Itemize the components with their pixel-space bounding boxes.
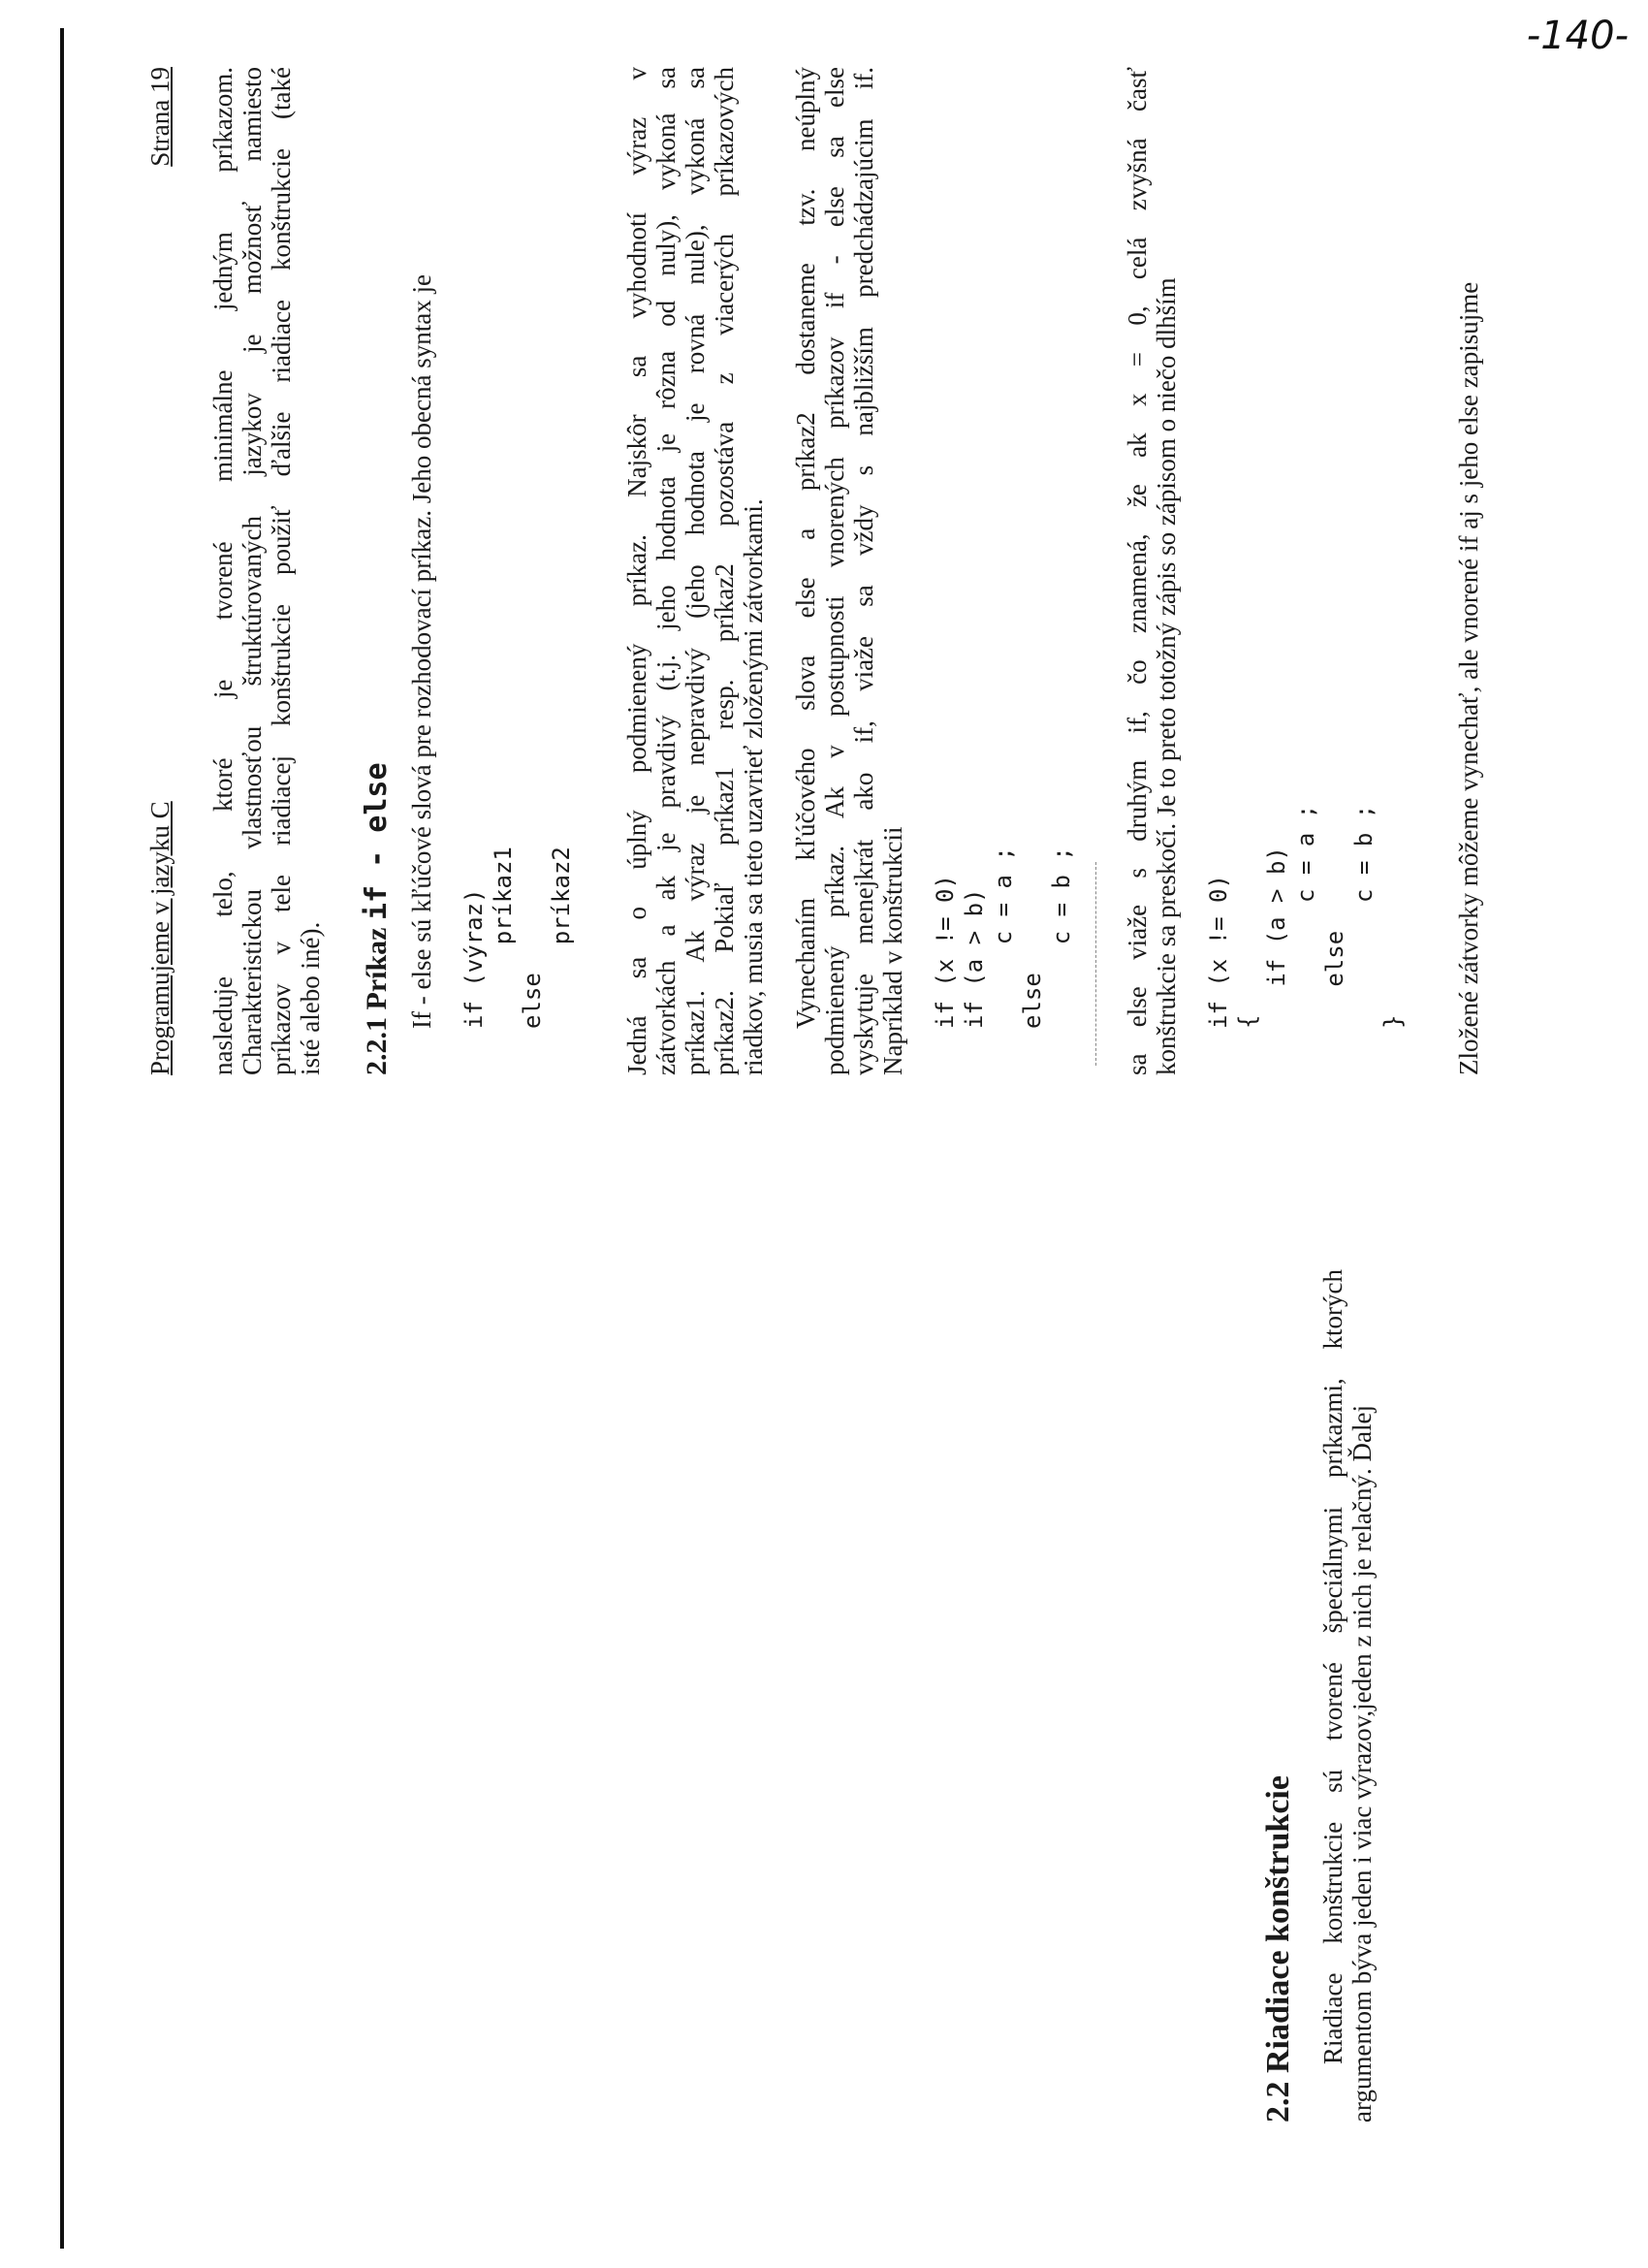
paragraph-line: isté alebo iné). bbox=[296, 921, 325, 1075]
header-title: Programujeme v jazyku C bbox=[145, 801, 174, 1075]
code-line: { bbox=[1234, 1014, 1261, 1029]
section-heading-if-else bbox=[360, 67, 394, 1075]
paragraph-line: Charakteristickou vlastnosťou štruktúrovaných jazykov je možnosť namiesto bbox=[238, 67, 267, 1075]
code-example-1 bbox=[931, 67, 1076, 1029]
paragraph-line: Napríklad v konštrukcii bbox=[878, 826, 907, 1075]
section-heading-prefix: 2.2.1 Príkaz bbox=[361, 927, 393, 1075]
paragraph-line: príkaz2. Pokiaľ príkaz1 resp. príkaz2 pozostáva z viacerých príkazových bbox=[710, 67, 739, 1075]
paragraph-line: Vynechaním kľúčového slova else a príkaz2 dostaneme tzv. neúplný bbox=[791, 67, 820, 1029]
code-line: if (a > b) bbox=[961, 888, 988, 1029]
paragraph-incomplete-conditional bbox=[791, 67, 907, 1075]
section-heading-control-structures: 2.2 Riadiace konštrukcie bbox=[1260, 1775, 1296, 2123]
paragraph-line: zátvorkách a ak je pravdivý (t.j. jeho hodnota je rôzna od nuly), vykoná sa bbox=[651, 67, 681, 1075]
code-line: } bbox=[1379, 1014, 1407, 1029]
code-line: else bbox=[1019, 973, 1046, 1029]
code-line: if (výraz) bbox=[460, 888, 488, 1029]
paragraph-else-binding bbox=[1123, 67, 1181, 1075]
paragraph-line: vyskytuje menejkrát ako if, viaže sa vždy s najbližším predchádzajúcim if. bbox=[849, 67, 878, 1075]
header-page-number: Strana 19 bbox=[145, 67, 174, 167]
paragraph-complete-conditional bbox=[622, 67, 768, 1075]
code-example-2 bbox=[1204, 67, 1408, 1029]
paragraph-line: konštrukcie sa preskočí. Je to preto totožný zápis so zápisom o niečo dlhším bbox=[1152, 277, 1181, 1075]
paragraph-line: podmienený príkaz. Ak v postupnosti vnorených príkazov if - else sa else bbox=[820, 67, 849, 1075]
page-number-mark: -140- bbox=[1526, 14, 1629, 58]
code-line: c = b ; bbox=[1048, 847, 1075, 1029]
paragraph-line: Jedná sa o úplný podmienený príkaz. Najskôr sa vyhodnotí výraz v bbox=[622, 67, 651, 1075]
section-heading-keyword: if - else bbox=[360, 762, 394, 921]
paragraph-line: argumentom býva jeden i viac výrazov,jeden z nich je relačný. Ďalej bbox=[1347, 1405, 1377, 2123]
left-column bbox=[1260, 1269, 1377, 2123]
paragraph-line: príkazov v tele riadiacej konštrukcie použiť ďalšie riadiace konštrukcie (také bbox=[267, 67, 296, 1075]
intro-paragraph bbox=[208, 67, 325, 1075]
paragraph-line: Riadiace konštrukcie sú tvorené špeciálnymi príkazmi, ktorých bbox=[1318, 1269, 1347, 2064]
syntax-code-block bbox=[460, 67, 576, 1029]
right-column bbox=[145, 67, 1483, 1075]
page-header bbox=[145, 67, 175, 1075]
code-line: príkaz2 bbox=[548, 847, 575, 1029]
code-line: c = b ; bbox=[1350, 804, 1378, 1029]
code-line: c = a ; bbox=[1292, 804, 1319, 1029]
code-line: c = a ; bbox=[990, 847, 1017, 1029]
bottom-rule bbox=[60, 28, 64, 2249]
code-line: else bbox=[519, 973, 546, 1029]
paragraph-line: riadkov, musia sa tieto uzavrieť zloženými zátvorkami. bbox=[739, 498, 768, 1075]
syntax-intro: If - else sú kľúčové slová pre rozhodovací príkaz. Jeho obecná syntax je bbox=[407, 274, 436, 1029]
code-line: if (x != 0) bbox=[932, 875, 959, 1029]
paragraph-line: nasleduje telo, ktoré je tvorené minimálne jedným príkazom. bbox=[208, 67, 238, 1075]
paragraph-line: sa else viaže s druhým if, čo znamená, že ak x = 0, celá zvyšná časť bbox=[1123, 67, 1152, 1075]
code-line: else bbox=[1321, 930, 1348, 1029]
code-line: príkaz1 bbox=[490, 847, 517, 1029]
code-line: if (x != 0) bbox=[1205, 875, 1232, 1029]
code-line: if (a > b) bbox=[1263, 847, 1290, 1029]
paragraph-braces: Zložené zátvorky môžeme vynechať, ale vnorené if aj s jeho else zapisujme bbox=[1454, 281, 1483, 1075]
paragraph-line: príkaz1. Ak výraz je nepravdivý (jeho hodnota je rovná nule), vykoná sa bbox=[681, 67, 710, 1075]
